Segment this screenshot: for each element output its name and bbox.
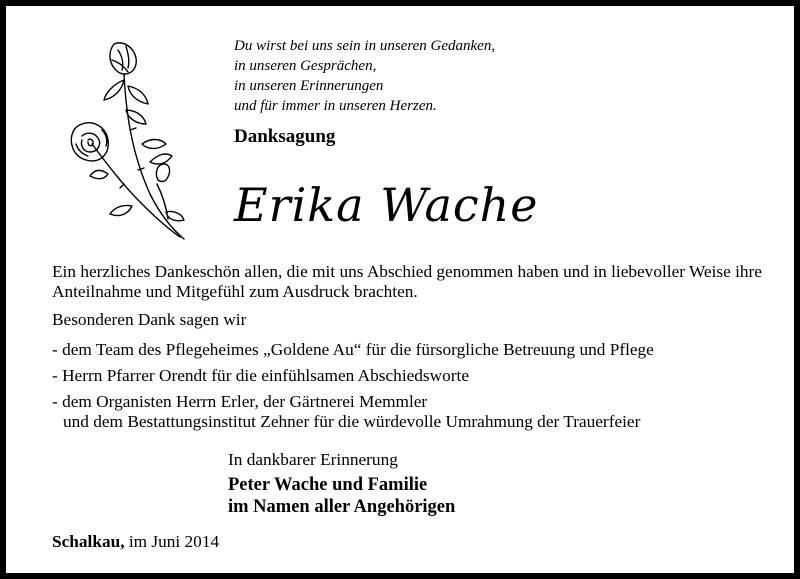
list-item: - dem Team des Pflegeheimes „Goldene Au“ für die fürsorgliche Betreuung und Pflege: [52, 340, 654, 359]
heading: Danksagung: [234, 126, 336, 147]
closing-line: In dankbarer Erinnerung: [228, 450, 398, 469]
poem-line: Du wirst bei uns sein in unseren Gedanken,: [234, 38, 496, 54]
deceased-name: Erika Wache: [234, 178, 539, 232]
date: im Juni 2014: [124, 532, 220, 551]
thanks-list: [52, 340, 772, 432]
poem-line: in unseren Erinnerungen: [234, 78, 384, 94]
intro-paragraph: Ein herzliches Dankeschön allen, die mit uns Abschied genommen haben und in liebevoller Weise ihre Anteilnahme und Mitgefühl zum Ausdruck brachten.: [52, 262, 762, 301]
memorial-poem: [234, 36, 495, 116]
list-item: [52, 392, 772, 432]
thanks-body: [52, 262, 772, 438]
poem-line: in unseren Gesprächen,: [234, 58, 377, 74]
family-line: im Namen aller Angehörigen: [228, 497, 456, 517]
place-date: [52, 532, 219, 552]
poem-line: und für immer in unseren Herzen.: [234, 98, 437, 114]
family-line: Peter Wache und Familie: [228, 475, 428, 495]
rose-illustration-icon: [62, 34, 190, 244]
family-signature: [228, 474, 455, 518]
list-item-line: und dem Bestattungsinstitut Zehner für die würdevolle Umrahmung der Trauerfeier: [63, 412, 641, 431]
list-item-line: - dem Organisten Herrn Erler, der Gärtnerei Memmler: [52, 392, 428, 411]
list-item: - Herrn Pfarrer Orendt für die einfühlsamen Abschiedsworte: [52, 366, 470, 385]
place: Schalkau,: [52, 532, 125, 551]
special-thanks-line: Besonderen Dank sagen wir: [52, 310, 247, 329]
